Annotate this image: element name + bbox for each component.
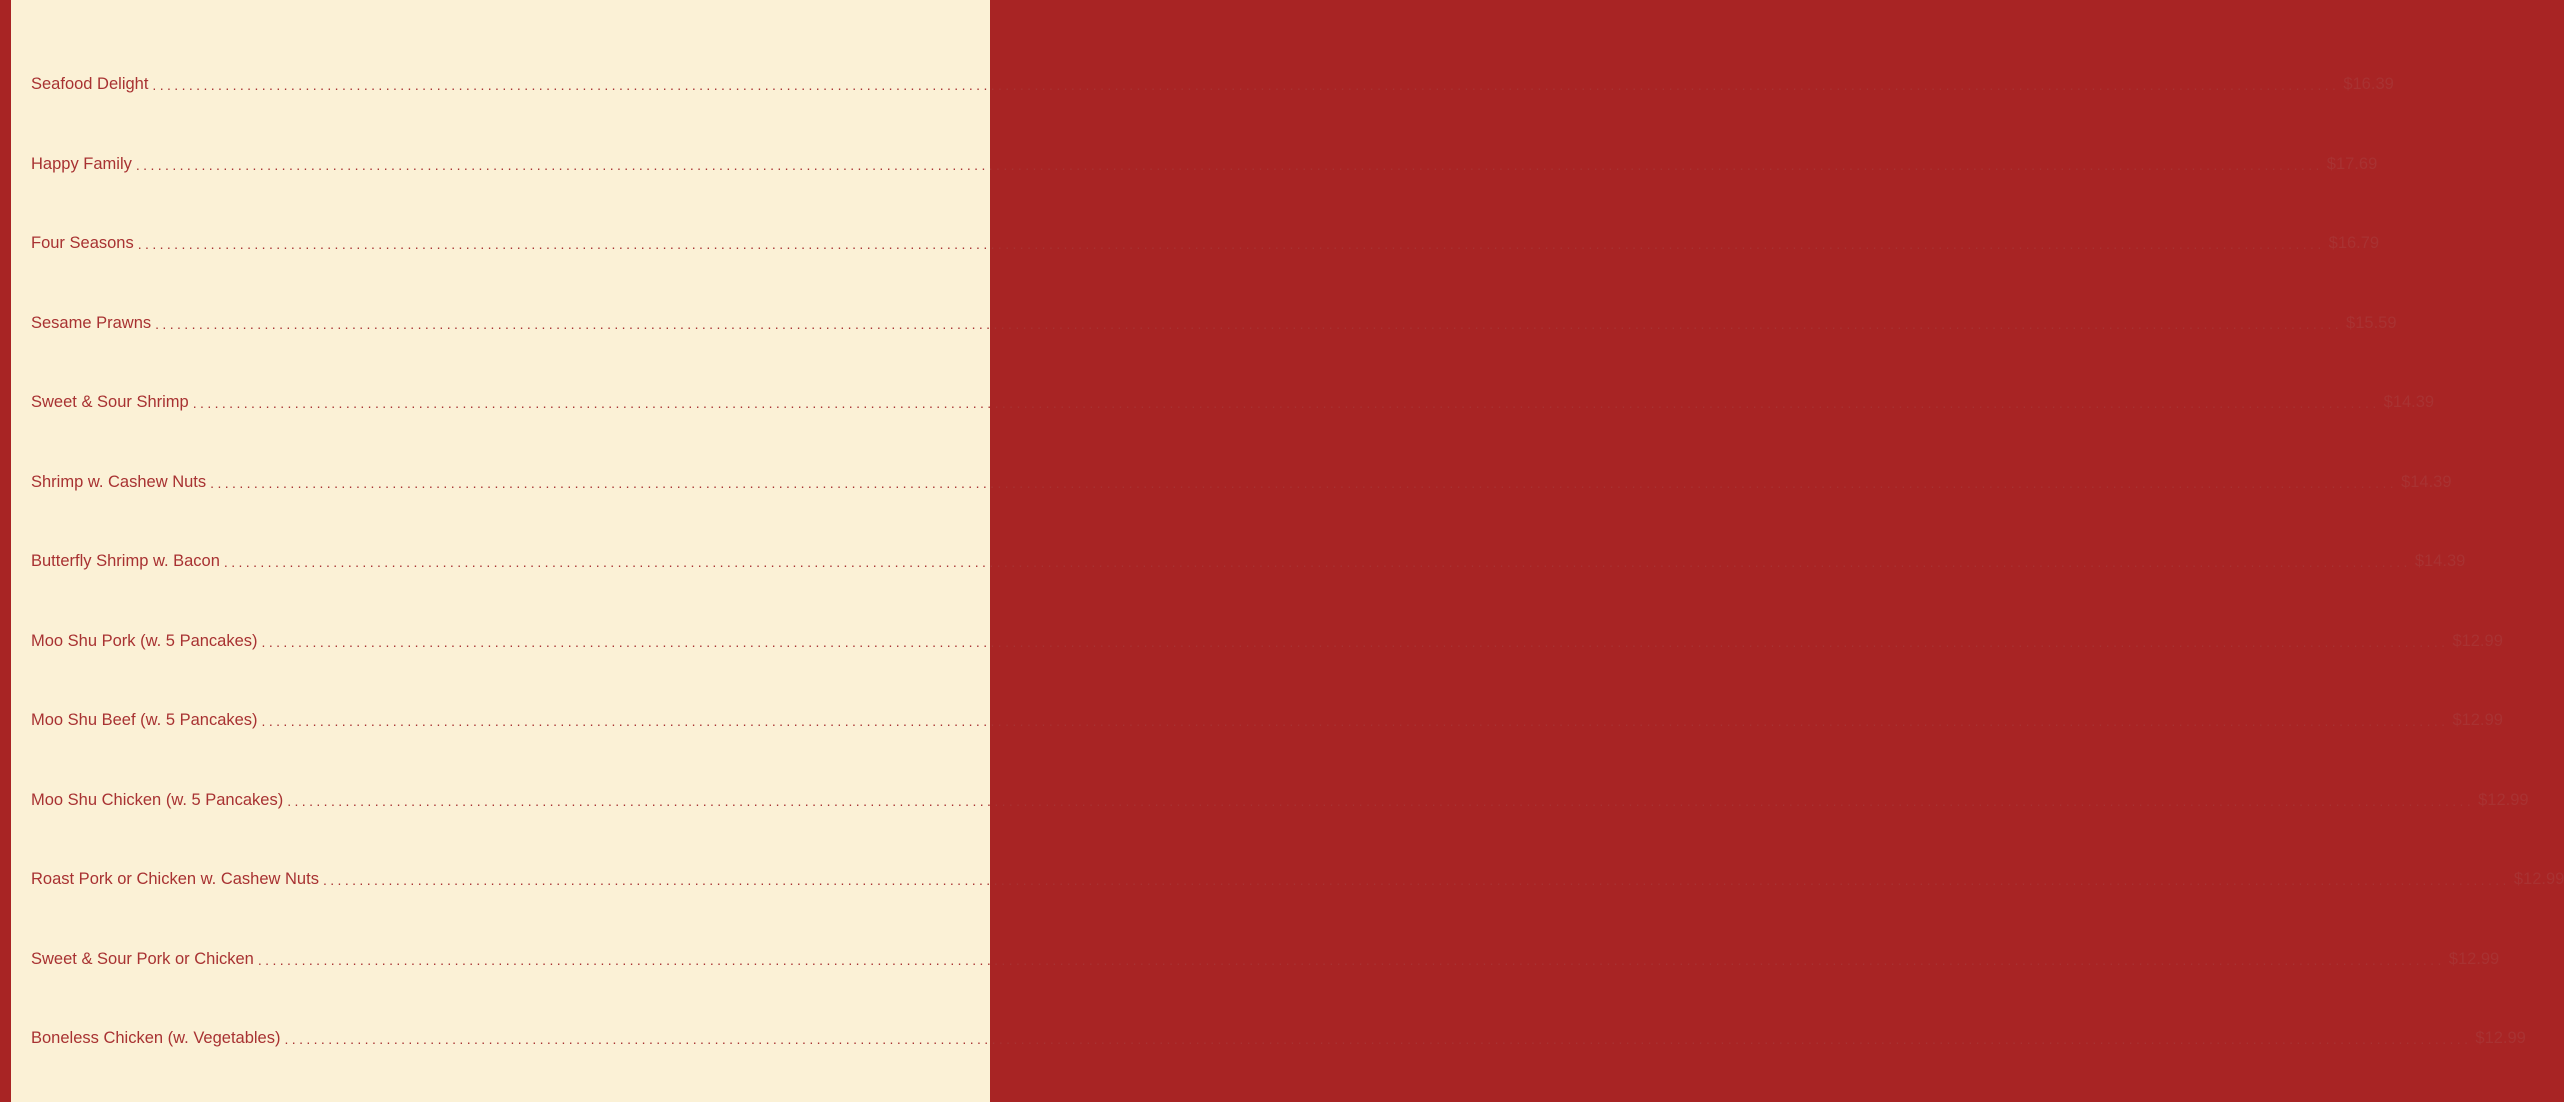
item-price: $12.99 [2452, 631, 2503, 650]
item-name: Four Seasons [31, 234, 134, 252]
item-price: $12.99 [2478, 790, 2529, 809]
item-price: $12.99 [2513, 870, 2564, 888]
menu-item [31, 64, 2394, 144]
item-name: Shrimp w. Cashew Nuts [31, 472, 207, 491]
item-name: Sweet & Sour Shrimp [31, 393, 189, 411]
dot-leader: ............................................................................................................................................................................................................................................................................................................ [155, 315, 2343, 332]
item-name: Butterfly Shrimp w. Bacon [31, 552, 220, 570]
dot-leader: ............................................................................................................................................................................................................................................................................................................ [284, 1031, 2472, 1047]
dot-leader: ............................................................................................................................................................................................................................................................................................................ [322, 872, 2510, 888]
item-name: Boneless Chicken (w. Vegetables) [31, 1029, 281, 1047]
dot-leader: ............................................................................................................................................................................................................................................................................................................ [257, 951, 2445, 968]
menu-item [31, 700, 2503, 780]
menu-item [31, 939, 2500, 1019]
dot-leader: ............................................................................................................................................................................................................................................................................................................ [152, 77, 2340, 93]
item-price: $16.39 [2343, 75, 2394, 93]
dot-leader: ............................................................................................................................................................................................................................................................................................................ [192, 395, 2380, 411]
dot-leader: ............................................................................................................................................................................................................................................................................................................ [261, 633, 2449, 650]
menu-item [31, 144, 2378, 224]
item-price: $16.79 [2328, 234, 2380, 252]
item-name: Moo Shu Chicken (w. 5 Pancakes) [31, 790, 284, 809]
menu-item [31, 303, 2397, 383]
menu-item [31, 223, 2380, 303]
item-price: $17.69 [2326, 154, 2378, 173]
dot-leader: ............................................................................................................................................................................................................................................................................................................ [223, 554, 2411, 570]
item-price: $14.39 [2414, 552, 2466, 570]
item-price: $12.99 [2452, 711, 2503, 729]
item-name: Roast Pork or Chicken w. Cashew Nuts [31, 870, 319, 888]
item-price: $12.99 [2475, 1029, 2526, 1047]
menu-panel [11, 0, 2564, 1102]
item-price: $15.59 [2346, 313, 2397, 332]
menu-item [31, 462, 2452, 542]
item-name: Moo Shu Beef (w. 5 Pancakes) [31, 711, 258, 729]
item-name: Sesame Prawns [31, 313, 152, 332]
menu-item [31, 780, 2529, 860]
menu-item [31, 621, 2503, 701]
dot-leader: ............................................................................................................................................................................................................................................................................................................ [135, 156, 2323, 173]
item-price: $12.99 [2448, 949, 2500, 968]
item-name: Seafood Delight [31, 75, 149, 93]
item-name: Happy Family [31, 154, 132, 173]
dot-leader: ............................................................................................................................................................................................................................................................................................................ [287, 792, 2475, 809]
item-price: $14.39 [2401, 472, 2452, 491]
dot-leader: ............................................................................................................................................................................................................................................................................................................ [137, 236, 2325, 252]
menu-list [31, 64, 2564, 1098]
menu-item [31, 541, 2466, 621]
item-price: $14.39 [2383, 393, 2435, 411]
menu-item [31, 1018, 2526, 1098]
item-name: Moo Shu Pork (w. 5 Pancakes) [31, 631, 258, 650]
item-name: Sweet & Sour Pork or Chicken [31, 949, 254, 968]
menu-item [31, 382, 2435, 462]
menu-item [31, 859, 2564, 939]
dot-leader: ............................................................................................................................................................................................................................................................................................................ [261, 713, 2449, 729]
dot-leader: ............................................................................................................................................................................................................................................................................................................ [210, 474, 2398, 491]
